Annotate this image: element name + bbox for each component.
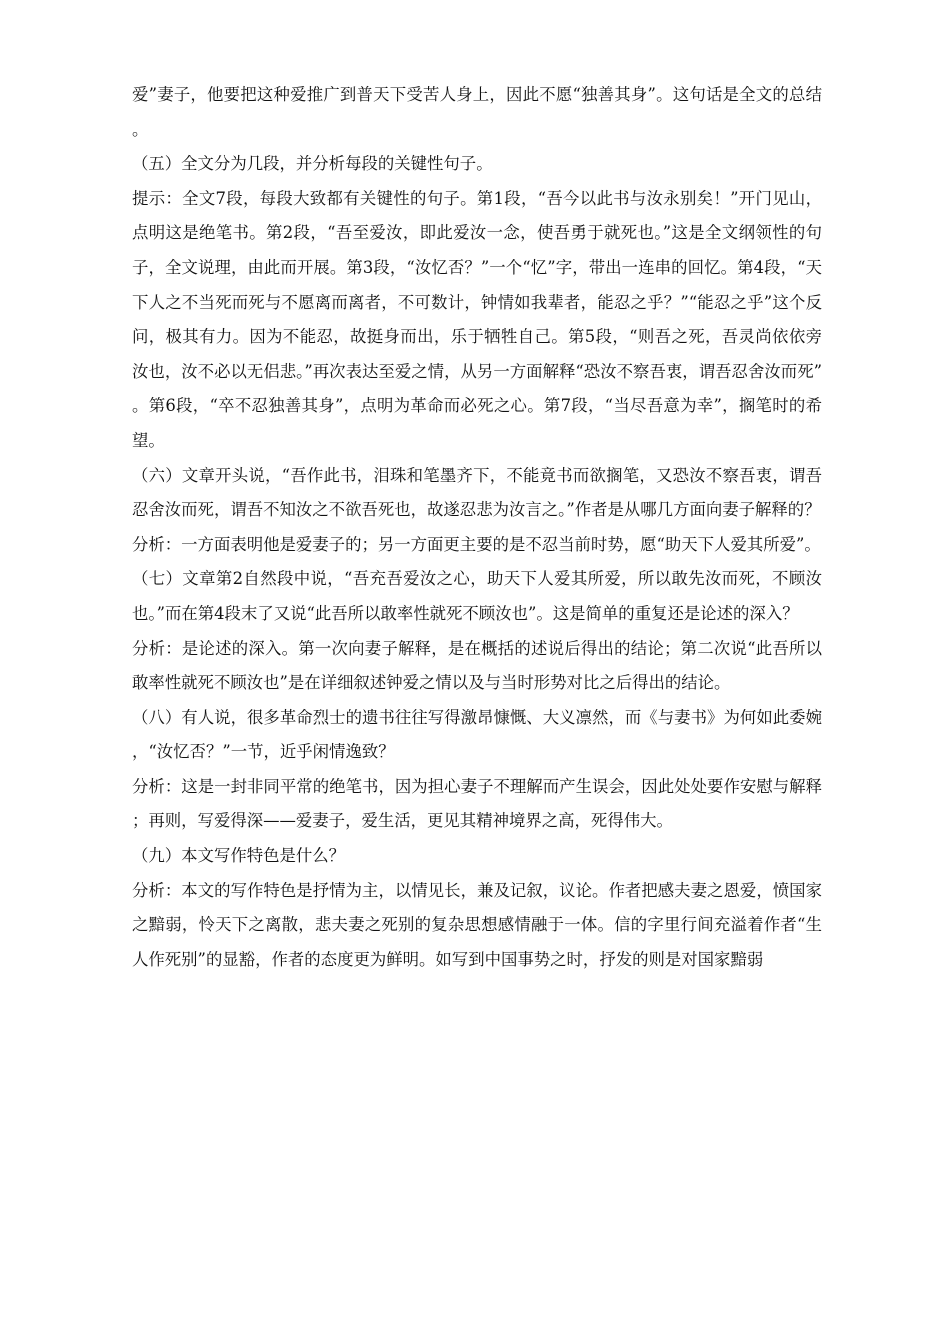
answer-7: 分析：是论述的深入。第一次向妻子解释，是在概括的述说后得出的结论；第二次说“此吾所以敢率性就死不顾汝也”是在详细叙述钟爱之情以及与当时形势对比之后得出的结论。 (132, 638, 822, 693)
question-8: （八）有人说，很多革命烈士的遗书往往写得激昂慷慨、大义凛然，而《与妻书》为何如此委婉，“汝忆否？”一节，近乎闲情逸致？ (132, 707, 822, 762)
question-7: （七）文章第2自然段中说，“吾充吾爱汝之心，助天下人爱其所爱，所以敢先汝而死，不顾汝也。”而在第4段末了又说“此吾所以敢率性就死不顾汝也”。这是简单的重复还是论述的深入？ (132, 569, 822, 623)
document-body (132, 78, 822, 977)
paragraph-continuation: 爱”妻子，他要把这种爱推广到普天下受苦人身上，因此不愿“独善其身”。这句话是全文的总结。 (132, 85, 822, 139)
question-9: （九）本文写作特色是什么？ (132, 846, 346, 866)
question-5: （五）全文分为几段，并分析每段的关键性句子。 (132, 154, 493, 174)
answer-8: 分析：这是一封非同平常的绝笔书，因为担心妻子不理解而产生误会，因此处处要作安慰与解释；再则，写爱得深——爱妻子，爱生活，更见其精神境界之高，死得伟大。 (132, 776, 822, 831)
answer-6: 分析：一方面表明他是爱妻子的；另一方面更主要的是不忍当前时势，愿“助天下人爱其所爱”。 (132, 534, 821, 554)
question-6: （六）文章开头说，“吾作此书，泪珠和笔墨齐下，不能竟书而欲搁笔，又恐汝不察吾衷，谓吾忍舍汝而死，谓吾不知汝之不欲吾死也，故遂忍悲为汝言之。”作者是从哪几方面向妻子解释的？ (132, 465, 822, 520)
answer-5: 提示：全文7段，每段大致都有关键性的句子。第1段，“吾今以此书与汝永别矣！”开门见山，点明这是绝笔书。第2段，“吾至爱汝，即此爱汝一念，使吾勇于就死也。”这是全文纲领性的句子，全文说理，由此而开展。第3段，“汝忆否？”一个“忆”字，带出一连串的回忆。第4段，“天下人之不当死而死与不愿离而离者，不可数计，钟情如我辈者，能忍之乎？”“能忍之乎”这个反问，极其有力。因为不能忍，故挺身而出，乐于牺牲自己。第5段，“则吾之死，吾灵尚依依旁汝也，汝不必以无侣悲。”再次表达至爱之情，从另一方面解释“恐汝不察吾衷，谓吾忍舍汝而死”。第6段，“卒不忍独善其身”，点明为革命而必死之心。第7段，“当尽吾意为幸”，搁笔时的希望。 (132, 188, 822, 450)
answer-9: 分析：本文的写作特色是抒情为主，以情见长，兼及记叙，议论。作者把感夫妻之恩爱，愤国家之黯弱，怜天下之离散，悲夫妻之死别的复杂思想感情融于一体。信的字里行间充溢着作者“生人作死别”的显豁，作者的态度更为鲜明。如写到中国事势之时，抒发的则是对国家黯弱 (132, 880, 822, 969)
